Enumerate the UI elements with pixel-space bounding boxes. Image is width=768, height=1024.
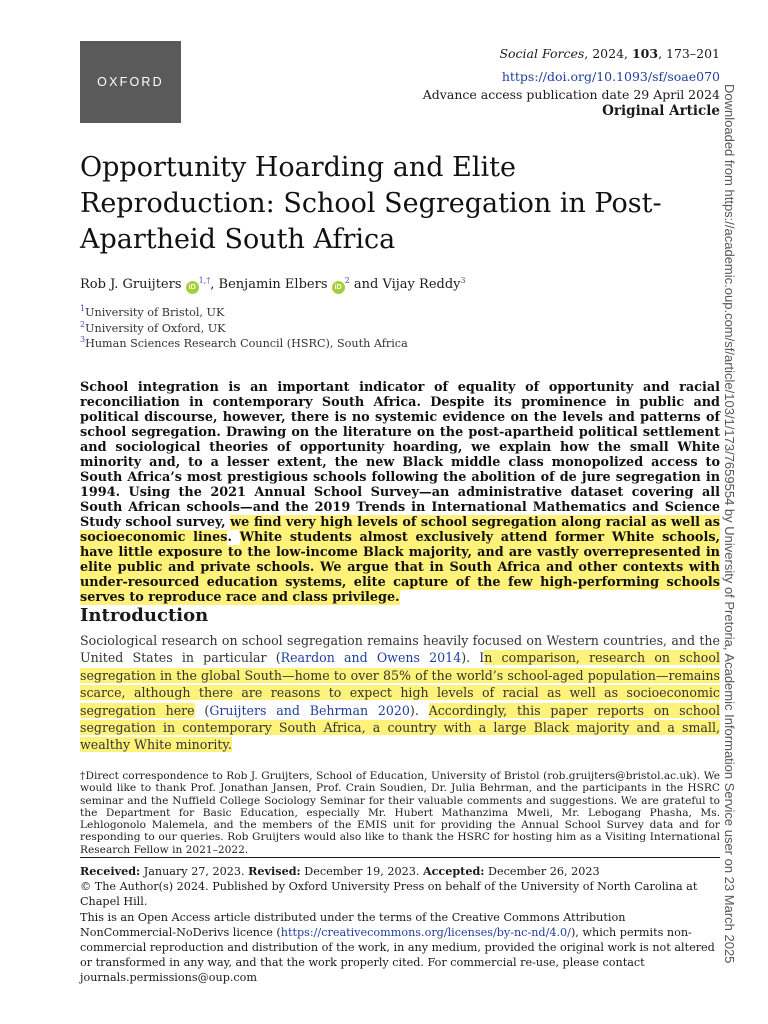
doi-link[interactable]: https://doi.org/10.1093/sf/soae070 — [501, 69, 720, 84]
license-notice — [80, 910, 720, 986]
date-value: January 27, 2023. — [140, 865, 249, 878]
affiliation-text: University of Oxford, UK — [85, 321, 226, 335]
body-highlight: n comparison, research on school segregation in the global South—home to over 85% of the world’s school-aged population—remains scarce, although there are reasons to expect high levels of racial as well as socioeconomic segregation here — [80, 650, 721, 718]
affiliation-number: 3 — [80, 335, 86, 344]
license-link[interactable]: https://creativecommons.org/licenses/by-nc-nd/4.0/ — [280, 925, 571, 939]
affiliation-item — [80, 305, 408, 321]
body-text: ). I — [461, 650, 485, 666]
body-text: ( — [194, 702, 210, 718]
author-separator: , — [210, 277, 219, 292]
date-value: December 26, 2023 — [484, 865, 600, 878]
article-metadata — [80, 864, 720, 986]
copyright-notice: © The Author(s) 2024. Published by Oxford University Press on behalf of the University of North Carolina at Chapel Hill. — [80, 880, 698, 909]
body-text: ). — [409, 702, 429, 718]
date-label: Received: — [80, 864, 141, 878]
author-list — [80, 276, 466, 294]
oxford-logo — [80, 41, 181, 123]
author-name: Benjamin Elbers — [218, 277, 328, 292]
journal-pages: , 173–201 — [658, 46, 720, 61]
abstract-text: School integration is an important indicator of equality of opportunity and racial reconciliation in contemporary South Africa. Despite its prominence in public and political discourse, however, there is no systemic evidence on the levels and patterns of school segregation. Drawing on the literature on the post-apartheid political settlement and sociological theories of opportunity hoarding, we explain how the small White minority and, to a lesser extent, the new Black middle class monopolized access to South Africa’s most prestigious schools following the abolition of de jure segregation in 1994. Using the 2021 Annual School Survey—an administrative dataset covering all South African schools—and the 2019 Trends in International Mathematics and Science Study school survey, — [80, 380, 720, 530]
author-affiliation-marker: 3 — [460, 276, 466, 285]
author-name: Rob J. Gruijters — [80, 277, 182, 292]
abstract-text: . — [227, 530, 240, 545]
advance-access-date: Advance access publication date 29 April 2024 — [422, 87, 720, 102]
affiliation-item — [80, 321, 408, 337]
body-text: Sociological research on school segregation remains heavily focused on Western countries, and the United States in particular ( — [80, 633, 720, 666]
article-title: Opportunity Hoarding and Elite Reproduction: School Segregation in Post-Apartheid South Africa — [80, 152, 662, 255]
author-name: Vijay Reddy — [382, 277, 461, 292]
footnote: †Direct correspondence to Rob J. Gruijters, School of Education, University of Bristol (rob.gruijters@bristol.ac.uk). We would like to thank Prof. Jonathan Jansen, Prof. Crain Soudien, Dr. Julia Behrman, and the participants in the HSRC seminar and the Nuffield College Sociology Seminar for their valuable comments and suggestions. We are grateful to the Department for Basic Education, especially Mr. Hubert Mathanzima Mweli, Mr. Lebogang Phasha, Ms. Lehlogonolo Malemela, and the members of the EMIS unit for providing the Annual School Survey data and for responding to our queries. Rob Gruijters would also like to thank the HSRC for hosting him as a Visiting International Research Fellow in 2021–2022. — [80, 770, 720, 856]
author-separator: and — [349, 277, 383, 292]
divider — [80, 857, 720, 858]
abstract — [80, 380, 720, 605]
journal-year: , 2024, — [584, 46, 632, 61]
date-value: December 19, 2023. — [300, 865, 423, 878]
history-dates — [80, 864, 720, 879]
body-highlight: Accordingly, this paper reports on school segregation in contemporary South Africa, a country with a large Black majority and a small, wealthy White minority. — [80, 702, 721, 753]
download-watermark: Downloaded from https://academic.oup.com/sf/article/103/1/173/7659554 by University of Pretoria, Academic Information Service user on 23 March 2025 — [722, 84, 737, 964]
affiliation-number: 2 — [80, 319, 86, 329]
license-text: ), which permits non-commercial reproduction and distribution of the work, in any medium, provided the original work is not altered or transformed in any way, and that the work properly cited. For commercial re-use, please contact journals.permissions@oup.com — [80, 925, 715, 985]
section-heading-introduction: Introduction — [80, 605, 209, 626]
abstract-text: . — [395, 590, 400, 605]
author-affiliation-marker: 1,† — [198, 276, 211, 285]
orcid-icon[interactable]: iD — [186, 281, 199, 294]
citation-link[interactable]: Reardon and Owens 2014 — [280, 650, 462, 666]
affiliation-item — [80, 336, 408, 352]
affiliation-text: University of Bristol, UK — [85, 306, 225, 319]
citation-link[interactable]: Gruijters and Behrman 2020 — [209, 702, 410, 718]
author-affiliation-marker: 2 — [344, 276, 350, 285]
article-type: Original Article — [602, 103, 720, 119]
orcid-icon[interactable]: iD — [332, 281, 345, 294]
journal-name: Social Forces — [499, 46, 585, 61]
license-text: This is an Open Access article distributed under the terms of the Creative Commons Attribution NonCommercial-NoDerivs licence ( — [80, 910, 626, 939]
introduction-paragraph — [80, 632, 720, 754]
affiliations — [80, 305, 408, 352]
date-label: Accepted: — [422, 864, 485, 878]
affiliation-text: Human Sciences Research Council (HSRC), South Africa — [85, 337, 408, 350]
logo-text: OXFORD — [97, 75, 164, 89]
abstract-highlight: we find very high levels of school segregation along racial as well as socioeconomic lines — [80, 515, 720, 545]
journal-citation — [499, 45, 720, 63]
affiliation-number: 1 — [80, 304, 86, 313]
abstract-highlight: White students almost exclusively attend former White schools, have little exposure to the low-income Black majority, and are vastly overrepresented in elite public and private schools. We argue that in South Africa and other contexts with under-resourced education systems, elite capture of the few high-performing schools serves to reproduce race and class privilege — [80, 530, 720, 605]
date-label: Revised: — [248, 864, 301, 878]
journal-volume: 103 — [631, 46, 659, 61]
